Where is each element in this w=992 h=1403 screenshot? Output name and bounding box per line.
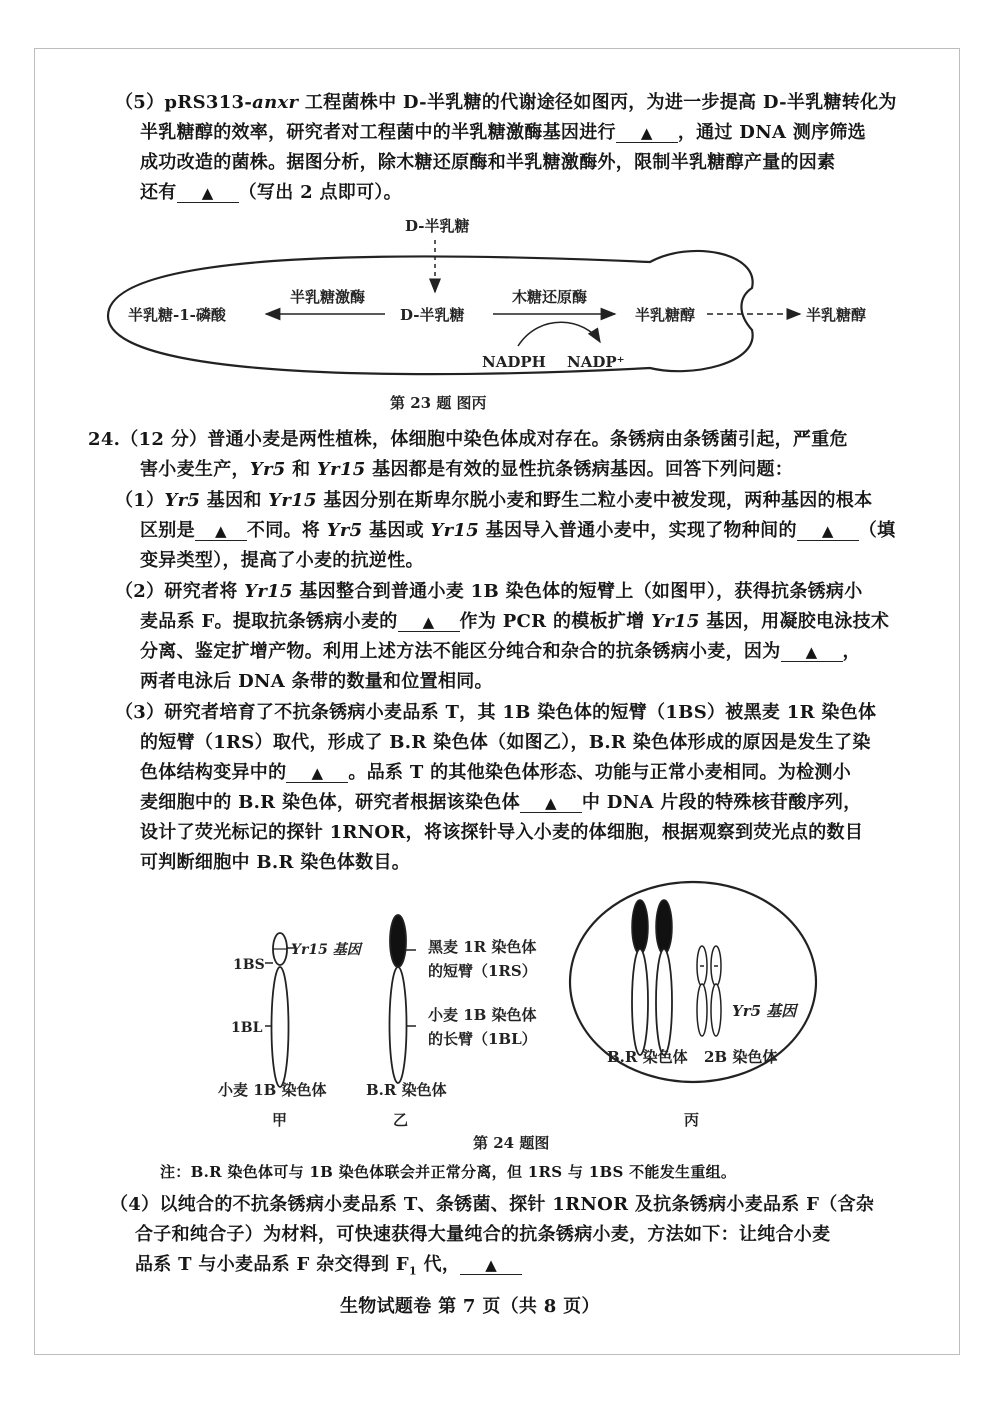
figure-23-pathway [0, 0, 992, 420]
nadp-label: NADP⁺ [567, 353, 625, 371]
2b-chromosome-label: 2B 染色体 [704, 1048, 778, 1066]
q24-2-line1: （2）研究者将 Yr15 基因整合到普通小麦 1B 染色体的短臂上（如图甲），获得抗条锈病小 [115, 581, 863, 602]
q24-1-line1: （1）Yr5 基因和 Yr15 基因分别在斯卑尔脱小麦和野生二粒小麦中被发现，两种基因的根本 [115, 490, 873, 511]
figure-23-caption: 第 23 题 图丙 [390, 394, 487, 412]
panel-b-br-chromosome [366, 915, 537, 1129]
q24-3-line4: 麦细胞中的 B.R 染色体，研究者根据该染色体 ▲ 中 DNA 片段的特殊核苷酸序列， [140, 792, 862, 813]
wheat-arm-label-2: 的长臂（1BL） [428, 1030, 537, 1048]
d-galactose-inside-label: D-半乳糖 [400, 306, 465, 324]
br-1rs-left [632, 900, 648, 954]
figure-24-note: 注：B.R 染色体可与 1B 染色体联会并正常分离，但 1RS 与 1BS 不能发生重组。 [160, 1163, 737, 1181]
q23-5-line4: 还有 ▲ （写出 2 点即可）。 [140, 182, 402, 203]
answer-blank: ▲ [195, 522, 247, 541]
galactitol-outside-label: 半乳糖醇 [806, 306, 867, 324]
q23-5-line3: 成功改造的菌株。据图分析，除木糖还原酶和半乳糖激酶外，限制半乳糖醇产量的因素 [140, 152, 836, 173]
q24-2-line4: 两者电泳后 DNA 条带的数量和位置相同。 [140, 671, 493, 692]
answer-blank: ▲ [460, 1256, 522, 1275]
answer-blank: ▲ [616, 124, 678, 143]
q23-5-line1: （5）pRS313-anxr 工程菌株中 D-半乳糖的代谢途径如图丙，为进一步提高 D-半乳糖转化为 [115, 92, 897, 113]
figure-24-caption: 第 24 题图 [473, 1134, 550, 1152]
d-galactose-outside-label: D-半乳糖 [405, 217, 470, 235]
wheat-long-arm-1bl [390, 967, 407, 1083]
2b-right-lower [711, 984, 721, 1036]
long-arm-1bl [272, 967, 289, 1087]
yr15-gene-label: Yr15 基因 [291, 942, 361, 958]
rye-arm-label-2: 的短臂（1RS） [428, 962, 537, 980]
q24-3-line6: 可判断细胞中 B.R 染色体数目。 [140, 852, 411, 873]
caption-b-letter: 乙 [393, 1111, 409, 1129]
galactitol-inside-label: 半乳糖醇 [635, 306, 696, 324]
rye-short-arm-1rs [390, 915, 406, 967]
caption-a-letter: 甲 [272, 1111, 288, 1129]
2b-left-lower [697, 984, 707, 1036]
caption-a-title: 小麦 1B 染色体 [218, 1081, 327, 1099]
q24-1-line3: 变异类型），提高了小麦的抗逆性。 [140, 550, 424, 571]
xylose-reductase-label: 木糖还原酶 [512, 288, 588, 306]
answer-blank: ▲ [781, 643, 843, 662]
answer-blank: ▲ [398, 613, 460, 632]
figure-24-chromosomes [0, 870, 992, 1160]
answer-blank: ▲ [520, 794, 582, 813]
label-1bs: 1BS [233, 957, 265, 973]
q24-4-line1: （4）以纯合的不抗条锈病小麦品系 T、条锈菌、探针 1RNOR 及抗条锈病小麦品系 F（含杂 [110, 1194, 875, 1215]
nadph-label: NADPH [482, 353, 546, 371]
answer-blank: ▲ [177, 184, 239, 203]
q24-3-line2: 的短臂（1RS）取代，形成了 B.R 染色体（如图乙），B.R 染色体形成的原因是发生了染 [140, 732, 871, 753]
q24-line1: 24.（12 分）普通小麦是两性植株，体细胞中染色体成对存在。条锈病由条锈菌引起，严重危 [88, 429, 848, 450]
q23-5-line2: 半乳糖醇的效率，研究者对工程菌中的半乳糖激酶基因进行 ▲ ，通过 DNA 测序筛选 [140, 122, 866, 143]
q24-3-line3: 色体结构变异中的 ▲ 。品系 T 的其他染色体形态、功能与正常小麦相同。为检测小 [140, 762, 852, 783]
caption-b-title: B.R 染色体 [366, 1081, 447, 1099]
answer-blank: ▲ [797, 522, 859, 541]
galactokinase-label: 半乳糖激酶 [290, 288, 366, 306]
page-footer: 生物试题卷 第 7 页（共 8 页） [340, 1296, 600, 1317]
panel-a-wheat-1b [218, 933, 364, 1129]
panel-c-cell [570, 882, 816, 1129]
q24-3-line1: （3）研究者培育了不抗条锈病小麦品系 T，其 1B 染色体的短臂（1BS）被黑麦 1R 染色体 [115, 702, 877, 723]
br-1rs-right [656, 900, 672, 954]
q24-3-line5: 设计了荧光标记的探针 1RNOR，将该探针导入小麦的体细胞，根据观察到荧光点的数目 [140, 822, 864, 843]
q24-1-line2: 区别是 ▲ 不同。将 Yr5 基因或 Yr15 基因导入普通小麦中，实现了物种间的 ▲ （填 [140, 520, 896, 541]
label-1bl: 1BL [231, 1020, 263, 1036]
cofactor-arrow [518, 322, 600, 346]
caption-c-letter: 丙 [684, 1111, 700, 1129]
q24-2-line3: 分离、鉴定扩增产物。利用上述方法不能区分纯合和杂合的抗条锈病小麦，因为 ▲ ， [140, 641, 861, 662]
rye-arm-label-1: 黑麦 1R 染色体 [428, 938, 537, 956]
br-1bl-right [656, 949, 672, 1055]
q24-4-line3: 品系 T 与小麦品系 F 杂交得到 $F_1$ 代， ▲ [135, 1250, 522, 1287]
q24-line2: 害小麦生产，Yr5 和 Yr15 基因都是有效的显性抗条锈病基因。回答下列问题： [140, 459, 794, 480]
yr5-gene-label: Yr5 基因 [732, 1002, 797, 1020]
wheat-arm-label-1: 小麦 1B 染色体 [428, 1006, 537, 1024]
galactose-1-phosphate-label: 半乳糖-1-磷酸 [128, 306, 226, 324]
br-1bl-left [632, 949, 648, 1055]
answer-blank: ▲ [286, 764, 348, 783]
q24-4-line2: 合子和纯合子）为材料，可快速获得大量纯合的抗条锈病小麦，方法如下：让纯合小麦 [135, 1224, 831, 1245]
q24-2-line2: 麦品系 F。提取抗条锈病小麦的 ▲ 作为 PCR 的模板扩增 Yr15 基因，用凝胶电泳技术 [140, 611, 890, 632]
br-chromosome-label: B.R 染色体 [607, 1048, 688, 1066]
